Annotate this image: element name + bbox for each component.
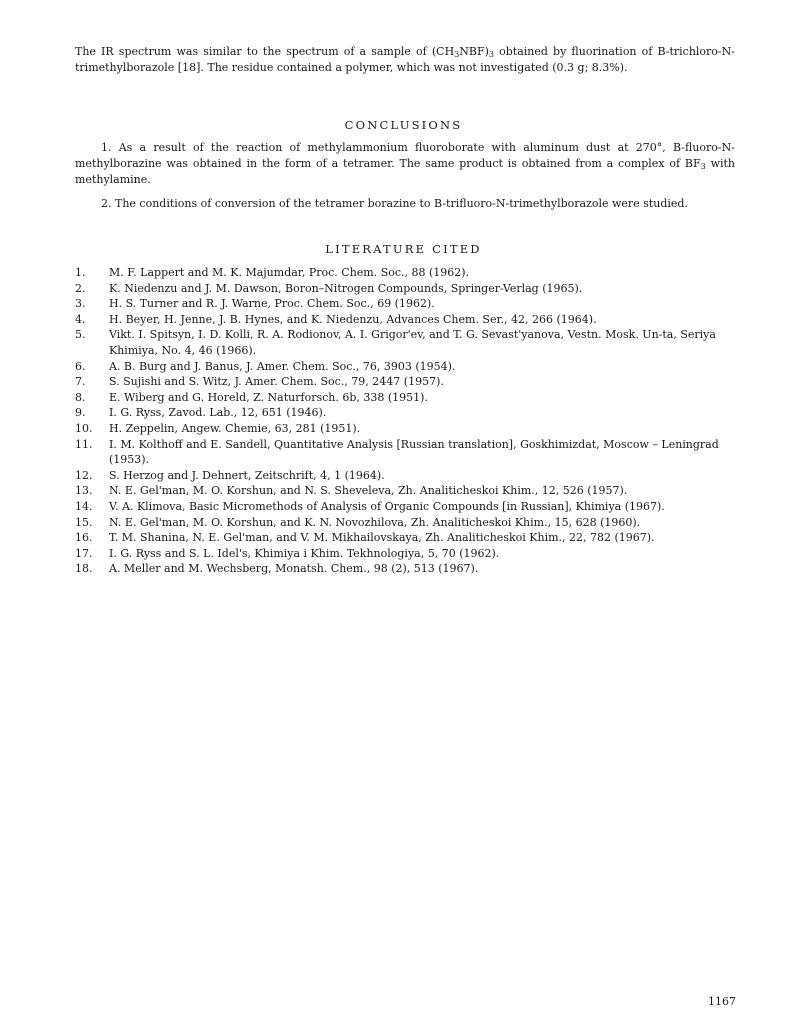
intro-text-part: The IR spectrum was similar to the spectrum of a sample of (CH	[75, 45, 455, 58]
reference-text: I. M. Kolthoff and E. Sandell, Quantitative Analysis [Russian translation], Goskhimizdat, Moscow – Leningrad (1953).	[109, 437, 719, 467]
reference-item	[75, 312, 745, 328]
reference-item	[75, 327, 745, 358]
reference-list	[75, 265, 745, 577]
intro-paragraph	[75, 44, 735, 76]
reference-item	[75, 499, 745, 515]
reference-text: K. Niedenzu and J. M. Dawson, Boron–Nitrogen Compounds, Springer-Verlag (1965).	[109, 281, 583, 295]
conclusion-item-1	[75, 140, 735, 188]
page-number: 1167	[708, 995, 736, 1008]
intro-text-part: NBF)	[459, 45, 489, 58]
reference-text: H. Beyer, H. Jenne, J. B. Hynes, and K. Niedenzu, Advances Chem. Ser., 42, 266 (1964).	[109, 312, 597, 326]
reference-text: N. E. Gel'man, M. O. Korshun, and N. S. Sheveleva, Zh. Analiticheskoi Khim., 12, 526 (1957).	[109, 484, 628, 498]
reference-item	[75, 468, 745, 484]
reference-item	[75, 281, 745, 297]
reference-item	[75, 421, 745, 437]
reference-number: 1.	[75, 266, 86, 279]
reference-number: 2.	[75, 281, 86, 295]
literature-heading: LITERATURE CITED	[325, 242, 482, 256]
reference-text: S. Herzog and J. Dehnert, Zeitschrift, 4, 1 (1964).	[109, 468, 385, 482]
reference-number: 7.	[75, 375, 86, 389]
conclusion-subscript: 3	[700, 162, 706, 171]
conclusion-item-2: 2. The conditions of conversion of the tetramer borazine to B-trifluoro-N-trimethylborazole were studied.	[101, 197, 688, 210]
conclusion-text-part: with methylamine.	[75, 157, 736, 186]
reference-number: 13.	[75, 484, 93, 498]
reference-text: V. A. Klimova, Basic Micromethods of Analysis of Organic Compounds [in Russian], Khimiya (1967).	[109, 499, 665, 513]
reference-number: 14.	[75, 499, 93, 513]
reference-number: 12.	[75, 468, 93, 482]
reference-item	[75, 483, 745, 499]
reference-number: 15.	[75, 515, 93, 529]
reference-item	[75, 515, 745, 531]
intro-subscript: 3	[488, 50, 494, 59]
reference-text: S. Sujishi and S. Witz, J. Amer. Chem. Soc., 79, 2447 (1957).	[109, 375, 444, 389]
reference-number: 11.	[75, 437, 93, 451]
reference-number: 4.	[75, 312, 86, 326]
reference-text: A. Meller and M. Wechsberg, Monatsh. Chem., 98 (2), 513 (1967).	[109, 562, 479, 576]
reference-number: 18.	[75, 562, 93, 576]
reference-text: I. G. Ryss and S. L. Idel's, Khimiya i Khim. Tekhnologiya, 5, 70 (1962).	[109, 546, 500, 560]
reference-item	[75, 561, 745, 577]
conclusion-text-part: 1. As a result of the reaction of methylammonium fluoroborate with aluminum dust at 270°, B-fluoro-N-methylborazine was obtained in the form of a tetramer. The same product is obtained from a complex of BF	[75, 141, 735, 170]
reference-item	[75, 374, 745, 390]
reference-number: 8.	[75, 390, 86, 404]
conclusions-heading: CONCLUSIONS	[344, 118, 463, 132]
reference-item	[75, 359, 745, 375]
reference-text: Vikt. I. Spitsyn, I. D. Kolli, R. A. Rodionov, A. I. Grigor'ev, and T. G. Sevast'yanova, Vestn. Mosk. Un-ta, Seriya Khimiya, No. 4, 46 (1966).	[109, 328, 716, 357]
reference-text: A. B. Burg and J. Banus, J. Amer. Chem. Soc., 76, 3903 (1954).	[109, 359, 456, 373]
reference-item	[75, 530, 745, 546]
reference-text: M. F. Lappert and M. K. Majumdar, Proc. Chem. Soc., 88 (1962).	[109, 266, 470, 279]
intro-subscript: 3	[454, 50, 460, 59]
reference-item	[75, 265, 745, 281]
reference-number: 16.	[75, 531, 93, 545]
intro-text-part: obtained by fluorination of B-trichloro-N-trimethylborazole [18]. The residue contained a polymer, which was not investigated (0.3 g; 8.3%).	[75, 45, 735, 74]
reference-text: E. Wiberg and G. Horeld, Z. Naturforsch. 6b, 338 (1951).	[109, 390, 428, 404]
reference-text: I. G. Ryss, Zavod. Lab., 12, 651 (1946).	[109, 406, 327, 420]
reference-item	[75, 437, 745, 468]
reference-text: N. E. Gel'man, M. O. Korshun, and K. N. Novozhilova, Zh. Analiticheskoi Khim., 15, 628 (1960).	[109, 515, 641, 529]
reference-item	[75, 546, 745, 562]
reference-number: 17.	[75, 546, 93, 560]
reference-number: 5.	[75, 328, 86, 342]
reference-item	[75, 296, 745, 312]
reference-text: H. S. Turner and R. J. Warne, Proc. Chem. Soc., 69 (1962).	[109, 297, 435, 311]
reference-number: 6.	[75, 359, 86, 373]
reference-item	[75, 390, 745, 406]
reference-number: 9.	[75, 406, 86, 420]
reference-number: 3.	[75, 297, 86, 311]
reference-number: 10.	[75, 421, 93, 435]
reference-text: H. Zeppelin, Angew. Chemie, 63, 281 (1951).	[109, 421, 361, 435]
reference-text: T. M. Shanina, N. E. Gel'man, and V. M. Mikhailovskaya, Zh. Analiticheskoi Khim., 22, 782 (1967).	[109, 531, 655, 545]
reference-item	[75, 405, 745, 421]
